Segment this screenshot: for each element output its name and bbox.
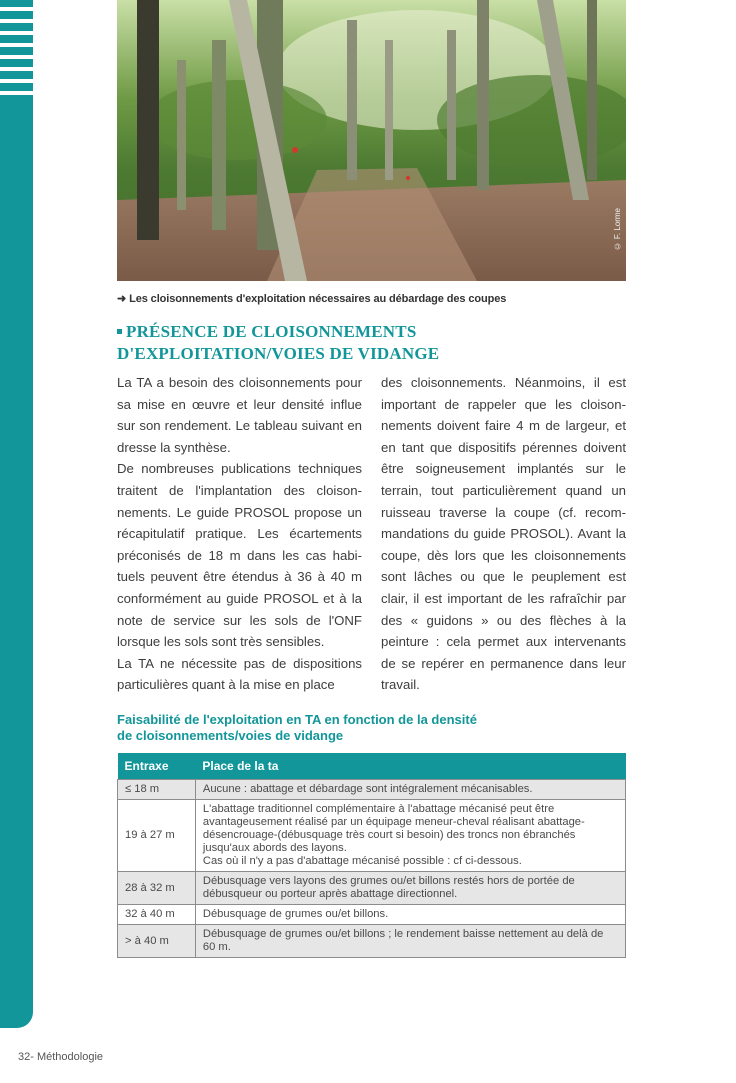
table-title — [117, 712, 617, 744]
table-row — [118, 780, 626, 800]
column-header-entraxe: Entraxe — [118, 753, 196, 780]
side-band — [0, 0, 33, 1028]
cell-place: Aucune : abattage et débardage sont intégralement mécanisables. — [195, 780, 625, 800]
table-title-line: Faisabilité de l'exploitation en TA en fonction de la densité — [117, 712, 477, 727]
band-stripe — [0, 43, 33, 47]
section-title — [117, 321, 627, 365]
band-stripe — [0, 79, 33, 83]
table-title-line: de cloisonnements/voies de vidange — [117, 728, 344, 743]
cell-place: L'abattage traditionnel complémentaire à l'abattage mécanisé peut être avantageusement réalisé par un équipage meneur-cheval réalisant abattage-désencrouage-(débusquage très court si besoin) des troncs non ébranchés jusqu'aux abords des layons. Cas où il n'y a pas d'abattage mécanisé possible : cf ci-dessous. — [195, 800, 625, 872]
cell-place: Débusquage vers layons des grumes ou/et billons restés hors de portée de débusqueur ou porteur après abattage directionnel. — [195, 872, 625, 905]
cell-entraxe: 28 à 32 m — [118, 872, 196, 905]
forest-photo-drawing — [117, 0, 626, 281]
paragraph: des cloisonnements. Néanmoins, il est important de rappeler que les cloison-nements doivent faire 4 m de largeur, et en tant que dispositifs pérennes doivent être soigneusement implantés sur le terrain, tout particulièrement quand un ruisseau traverse la coupe (cf. recom-mandations du guide PROSOL). Avant la coupe, dès lors que les cloisonnements sont lâches ou que le peuplement est clair, il est important de les rafraîchir par des « guidons » ou des flèches à la peinture : cela permet aux intervenants de se repérer en permanence dans leur travail. — [381, 375, 626, 693]
paragraph: La TA a besoin des cloisonnements pour sa mise en œuvre et leur densité influe sur son rendement. Le tableau suivant en dresse la synthèse. — [117, 375, 362, 455]
band-stripe — [0, 19, 33, 23]
cell-place: Débusquage de grumes ou/et billons ; le rendement baisse nettement au delà de 60 m. — [195, 925, 625, 958]
section-title-text: PRÉSENCE DE CLOISONNEMENTS D'EXPLOITATION/VOIES DE VIDANGE — [117, 322, 440, 363]
table-header-row — [118, 753, 626, 780]
cell-entraxe: 19 à 27 m — [118, 800, 196, 872]
band-stripe — [0, 31, 33, 35]
paragraph: De nombreuses publications techniques traitent de l'implantation des cloison-nements. Le guide PROSOL propose un récapitulatif pratique. Les écartements préconisés de 18 m dans les cas habi-tuels peuvent être étendus à 36 à 40 m conformément au guide PROSOL et à la note de service sur les sols de l'ONF lorsque les sols sont très sensibles. — [117, 461, 362, 650]
column-header-place: Place de la ta — [195, 753, 625, 780]
page-footer: 32- Méthodologie — [18, 1051, 104, 1063]
paragraph: La TA ne nécessite pas de dispositions particulières quant à la mise en place — [117, 655, 362, 693]
feasibility-table — [117, 753, 626, 958]
cell-entraxe: ≤ 18 m — [118, 780, 196, 800]
band-stripe — [0, 7, 33, 11]
table-row — [118, 925, 626, 958]
band-stripe — [0, 55, 33, 59]
cell-entraxe: > à 40 m — [118, 925, 196, 958]
photo-caption: ➜ Les cloisonnements d'exploitation nécessaires au débardage des coupes — [117, 293, 507, 305]
cell-place: Débusquage de grumes ou/et billons. — [195, 905, 625, 925]
body-column-right — [381, 372, 626, 696]
table-row — [118, 872, 626, 905]
band-stripe — [0, 91, 33, 95]
photo-credit: © F. Lorme — [613, 208, 622, 251]
forest-photo — [117, 0, 626, 281]
cell-entraxe: 32 à 40 m — [118, 905, 196, 925]
table-row — [118, 800, 626, 872]
bullet-icon — [117, 329, 122, 334]
table-row — [118, 905, 626, 925]
band-stripe — [0, 67, 33, 71]
body-column-left — [117, 372, 362, 696]
